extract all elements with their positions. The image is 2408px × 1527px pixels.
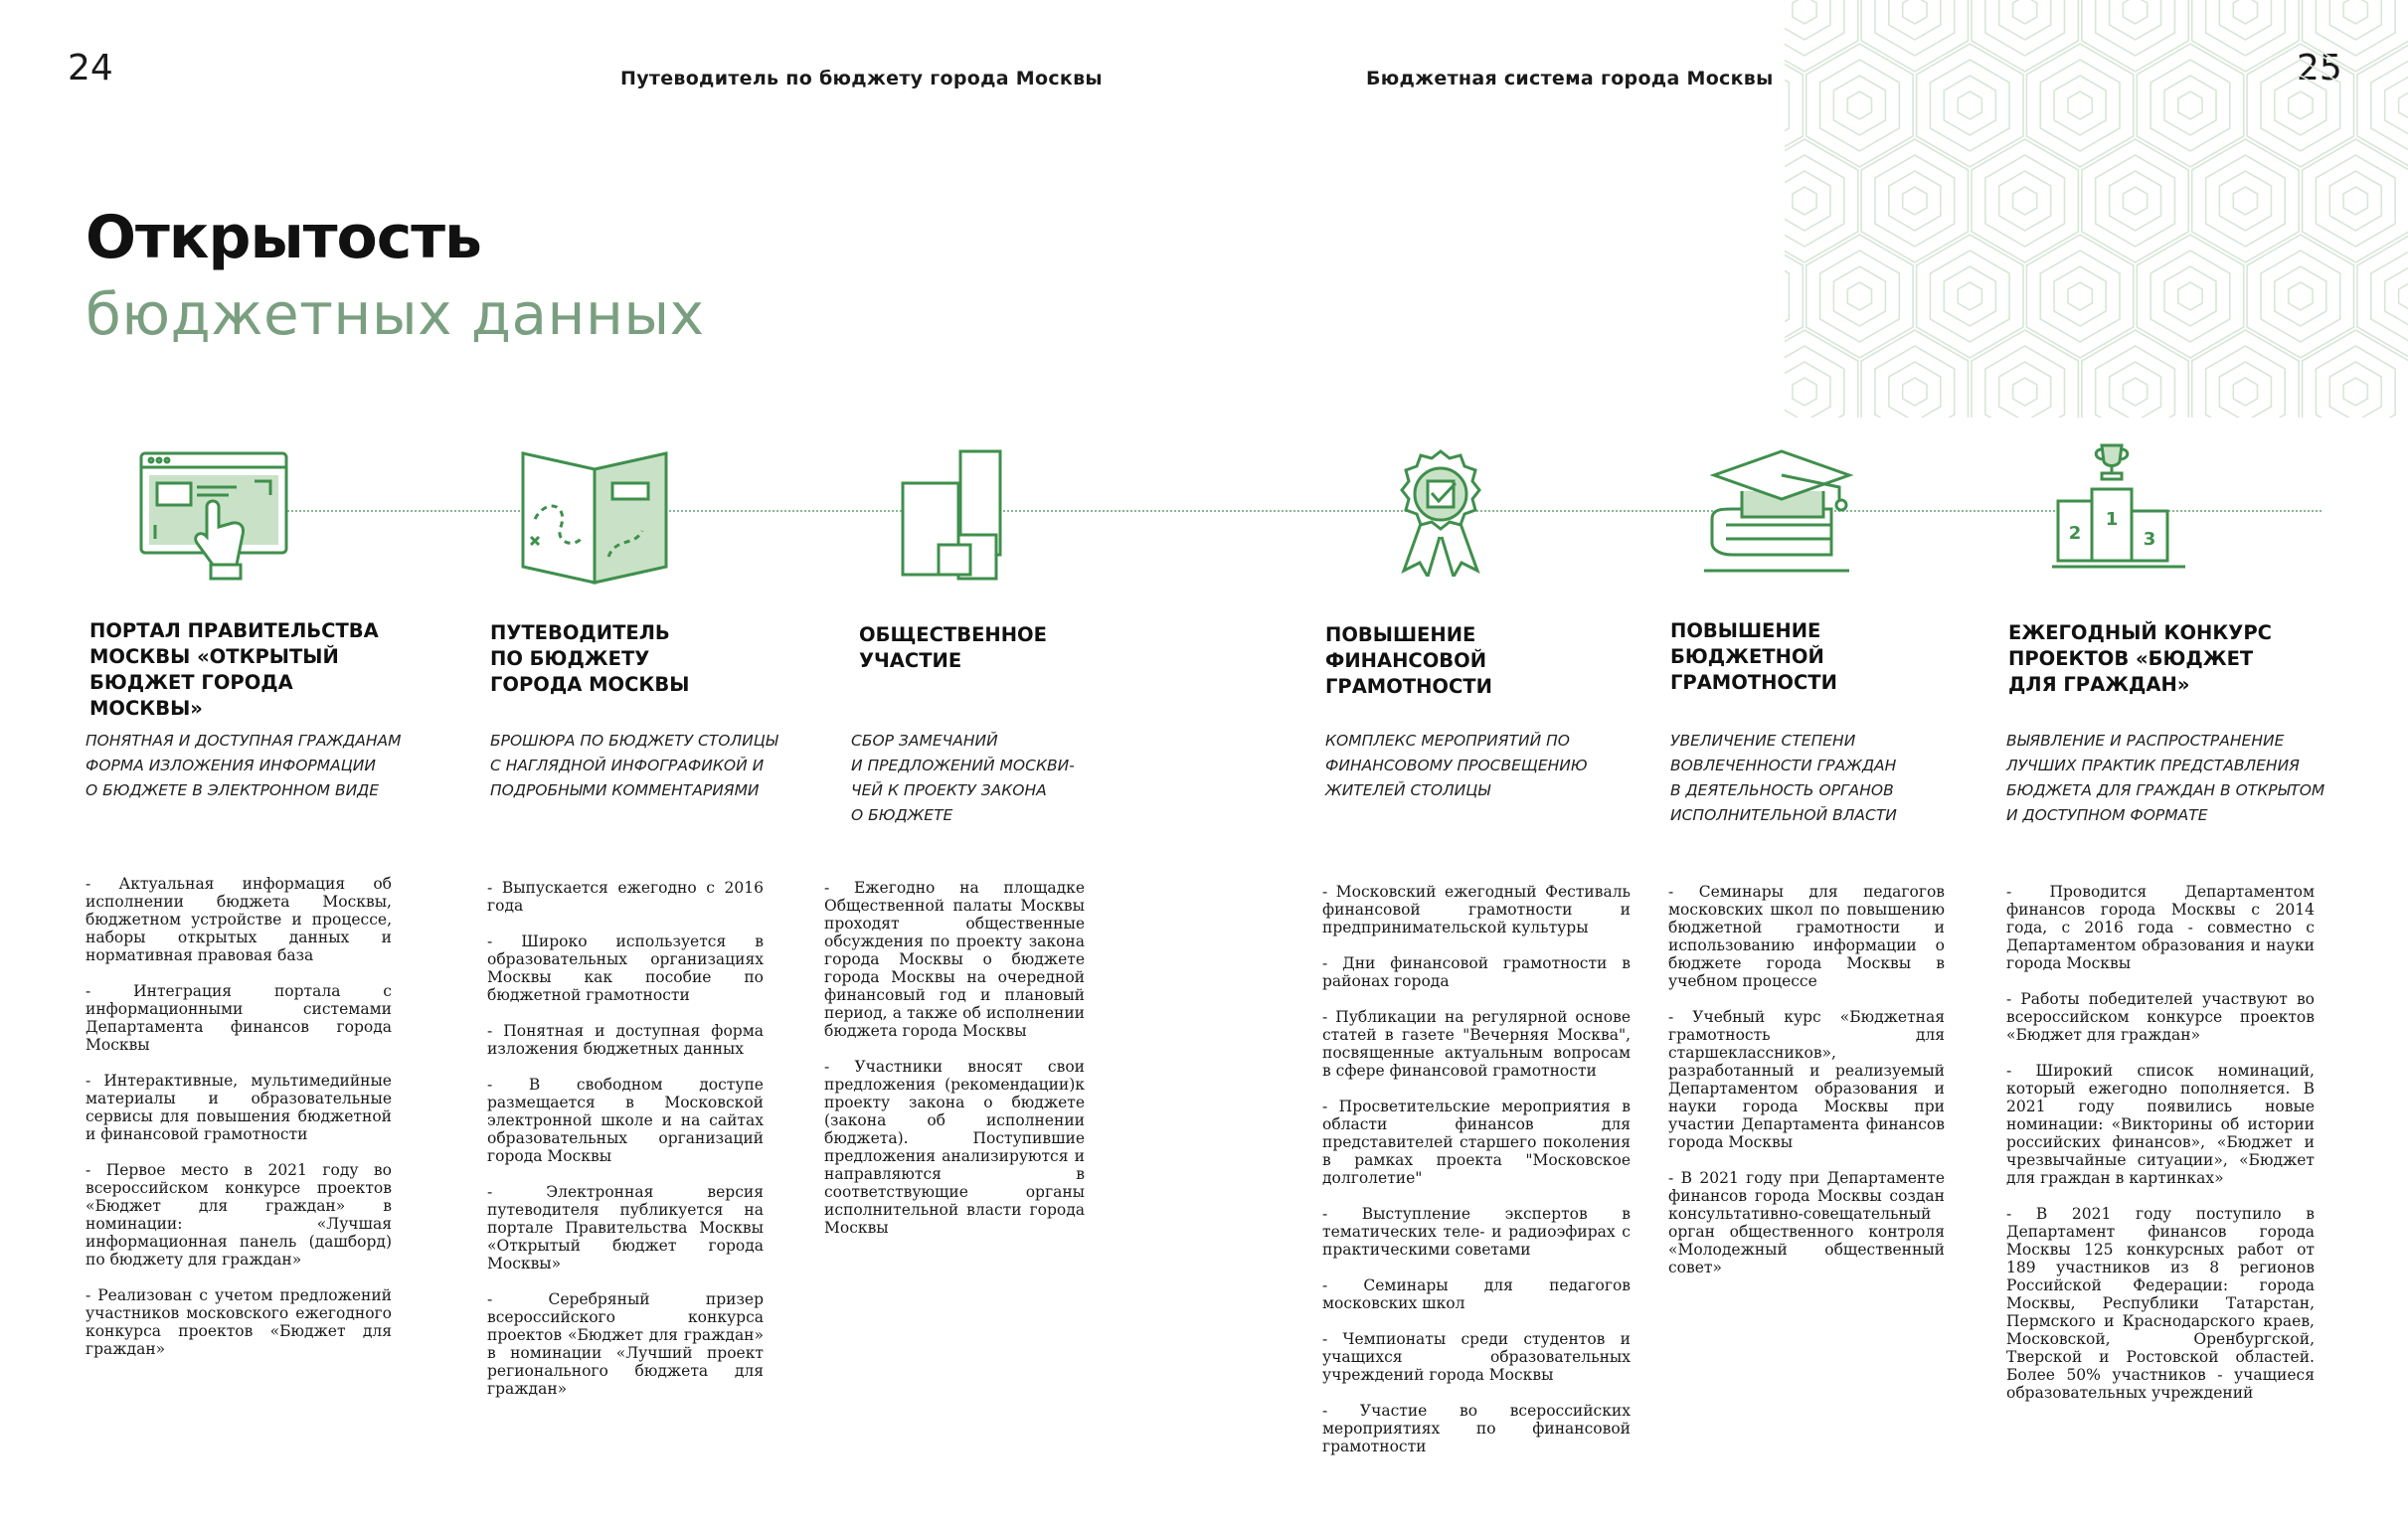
bullet-item: - Выступление экспертов в тематических теле- и радиоэфирах с практическими советами (1322, 1205, 1631, 1259)
column-budget-literacy (1670, 618, 1978, 696)
column-bullets (2006, 883, 2315, 1420)
speech-bubbles-icon (899, 447, 1008, 587)
page-subtitle: бюджетных данных (86, 280, 705, 348)
page-number-left: 24 (68, 48, 113, 88)
column-description: БРОШЮРА ПО БЮДЖЕТУ СТОЛИЦЫ С НАГЛЯДНОЙ ИНФОГРАФИКОЙ И ПОДРОБНЫМИ КОММЕНТАРИЯМИ (490, 732, 778, 799)
column-title: ПОВЫШЕНИЕ БЮДЖЕТНОЙ ГРАМОТНОСТИ (1670, 619, 1837, 694)
column-bullets (824, 879, 1085, 1255)
bullet-item: - Московский ежегодный Фестиваль финансовой грамотности и предпринимательской культуры (1322, 883, 1631, 936)
running-header-left: Путеводитель по бюджету города Москвы (620, 68, 1103, 89)
bullet-item: - В свободном доступе размещается в Московской электронной школе и на сайтах образовательных организаций города Москвы (487, 1076, 764, 1165)
bullet-item: - Просветительские мероприятия в области финансов для представителей старшего поколения в рамках проекта "Московское долголетие" (1322, 1098, 1631, 1187)
column-bullets (487, 879, 764, 1416)
podium-trophy-icon (2050, 441, 2199, 577)
column-description: ПОНЯТНАЯ И ДОСТУПНАЯ ГРАЖДАНАМ ФОРМА ИЗЛОЖЕНИЯ ИНФОРМАЦИИ О БЮДЖЕТЕ В ЭЛЕКТРОННОМ ВИДЕ (86, 732, 402, 799)
award-rosette-icon (1386, 447, 1495, 577)
column-description: КОМПЛЕКС МЕРОПРИЯТИЙ ПО ФИНАНСОВОМУ ПРОСВЕЩЕНИЮ ЖИТЕЛЕЙ СТОЛИЦЫ (1325, 732, 1588, 799)
open-book-map-icon (517, 447, 676, 587)
bullet-item: - Выпускается ежегодно с 2016 года (487, 879, 764, 915)
bullet-item: - В 2021 году при Департаменте финансов города Москвы создан консультативно-совещательный орган общественного контроля «Молодежный общественный совет» (1668, 1169, 1945, 1276)
column-description: СБОР ЗАМЕЧАНИЙ И ПРЕДЛОЖЕНИЙ МОСКВИ- ЧЕЙ К ПРОЕКТУ ЗАКОНА О БЮДЖЕТЕ (851, 732, 1075, 824)
bullet-item: - В 2021 году поступило в Департамент финансов города Москвы 125 конкурсных работ от 189 участников из 8 регионов Российской Федерации: города Москвы, Республики Татарстан, Пермского и Краснодарского краев, Московской, Оренбургской, Тверской и Ростовской областей. Более 50% участников - учащиеся образовательных учреждений (2006, 1205, 2315, 1402)
page-title: Открытость (86, 203, 481, 272)
svg-text:1: 1 (2105, 509, 2119, 530)
column-title: ЕЖЕГОДНЫЙ КОНКУРС ПРОЕКТОВ «БЮДЖЕТ ДЛЯ ГРАЖДАН» (2008, 621, 2272, 696)
svg-text:2: 2 (2068, 523, 2082, 544)
bullet-item: - Первое место в 2021 году во всероссийском конкурсе проектов «Бюджет для граждан» в номинации: «Лучшая информационная панель (дашборд) по бюджету для граждан» (86, 1161, 392, 1269)
bullet-item: - Широкий список номинаций, который ежегодно пополняется. В 2021 году появились новые номинации: «Викторины об истории российских финансов», «Бюджет и чрезвычайные ситуации», «Бюджет для граждан в картинках» (2006, 1062, 2315, 1187)
bullet-item: - Актуальная информация об исполнении бюджета Москвы, бюджетном устройстве и процессе, наборы открытых данных и нормативная правовая база (86, 875, 392, 964)
column-description: ВЫЯВЛЕНИЕ И РАСПРОСТРАНЕНИЕ ЛУЧШИХ ПРАКТИК ПРЕДСТАВЛЕНИЯ БЮДЖЕТА ДЛЯ ГРАЖДАН В ОТКРЫТОМ И ДОСТУПНОМ ФОРМАТЕ (2006, 732, 2325, 824)
bullet-item: - Проводится Департаментом финансов города Москвы с 2014 года, с 2016 года - совместно с Департаментом образования и науки города Москвы (2006, 883, 2315, 972)
column-competition (2008, 620, 2317, 698)
column-title: ОБЩЕСТВЕННОЕ УЧАСТИЕ (859, 623, 1047, 672)
bullet-item: - Участие во всероссийских мероприятиях по финансовой грамотности (1322, 1402, 1631, 1455)
bullet-item: - Понятная и доступная форма изложения бюджетных данных (487, 1022, 764, 1058)
bullet-item: - Семинары для педагогов московских школ по повышению бюджетной грамотности и использованию информации о бюджете города Москвы в учебном процессе (1668, 883, 1945, 990)
column-public-participation (859, 622, 1167, 674)
bullet-item: - Интеграция портала с информационными системами Департамента финансов города Москвы (86, 982, 392, 1054)
bullet-item: - Широко используется в образовательных организациях Москвы как пособие по бюджетной грамотности (487, 933, 764, 1004)
bullet-item: - Работы победителей участвуют во всероссийском конкурсе проектов «Бюджет для граждан» (2006, 990, 2315, 1044)
column-title: ПУТЕВОДИТЕЛЬ ПО БЮДЖЕТУ ГОРОДА МОСКВЫ (490, 621, 690, 696)
hexagon-pattern (1785, 0, 2408, 418)
column-title: ПОВЫШЕНИЕ ФИНАНСОВОЙ ГРАМОТНОСТИ (1325, 623, 1492, 698)
bullet-item: - Дни финансовой грамотности в районах города (1322, 954, 1631, 990)
running-header-right: Бюджетная система города Москвы (1366, 68, 1774, 89)
bullet-item: - Чемпионаты среди студентов и учащихся образовательных учреждений города Москвы (1322, 1330, 1631, 1384)
column-bullets (86, 875, 392, 1376)
column-bullets (1322, 883, 1631, 1473)
bullet-item: - Серебряный призер всероссийского конкурса проектов «Бюджет для граждан» в номинации «Лучший проект регионального бюджета для граждан» (487, 1290, 764, 1398)
bullet-item: - Интерактивные, мультимедийные материалы и образовательные сервисы для повышения бюджетной и финансовой грамотности (86, 1072, 392, 1143)
bullet-item: - Реализован с учетом предложений участников московского ежегодного конкурса проектов «Бюджет для граждан» (86, 1286, 392, 1358)
bullet-item: - Электронная версия путеводителя публикуется на портале Правительства Москвы «Открытый бюджет города Москвы» (487, 1183, 764, 1272)
bullet-item: - Публикации на регулярной основе статей в газете "Вечерняя Москва", посвященные актуальным вопросам в сфере финансовой грамотности (1322, 1008, 1631, 1080)
column-financial-literacy (1325, 622, 1634, 700)
column-guide (490, 620, 798, 698)
web-portal-icon (137, 447, 296, 596)
bullet-item: - Участники вносят свои предложения (рекомендации)к проекту закона о бюджете (закона об исполнении бюджета). Поступившие предложения анализируются и направляются в соответствующие органы исполнительной власти города Москвы (824, 1058, 1085, 1237)
bullet-item: - Учебный курс «Бюджетная грамотность для старшеклассников», разработанный и реализуемый Департаментом образования и науки города Москвы при участии Департамента финансов города Москвы (1668, 1008, 1945, 1151)
column-bullets (1668, 883, 1945, 1294)
column-description: УВЕЛИЧЕНИЕ СТЕПЕНИ ВОВЛЕЧЕННОСТИ ГРАЖДАН В ДЕЯТЕЛЬНОСТЬ ОРГАНОВ ИСПОЛНИТЕЛЬНОЙ ВЛАСТИ (1670, 732, 1897, 824)
bullet-item: - Семинары для педагогов московских школ (1322, 1276, 1631, 1312)
svg-text:3: 3 (2143, 529, 2156, 550)
bullet-item: - Ежегодно на площадке Общественной палаты Москвы проходят общественные обсуждения по проекту закона города Москвы о бюджете города Москвы на очередной финансовый год и плановый период, а также об исполнении бюджета города Москвы (824, 879, 1085, 1040)
column-title: ПОРТАЛ ПРАВИТЕЛЬСТВА МОСКВЫ «ОТКРЫТЫЙ БЮДЖЕТ ГОРОДА МОСКВЫ» (89, 619, 379, 720)
column-portal (89, 618, 398, 722)
graduation-cap-icon (1702, 447, 1861, 577)
page-number-right: 25 (2297, 48, 2342, 88)
